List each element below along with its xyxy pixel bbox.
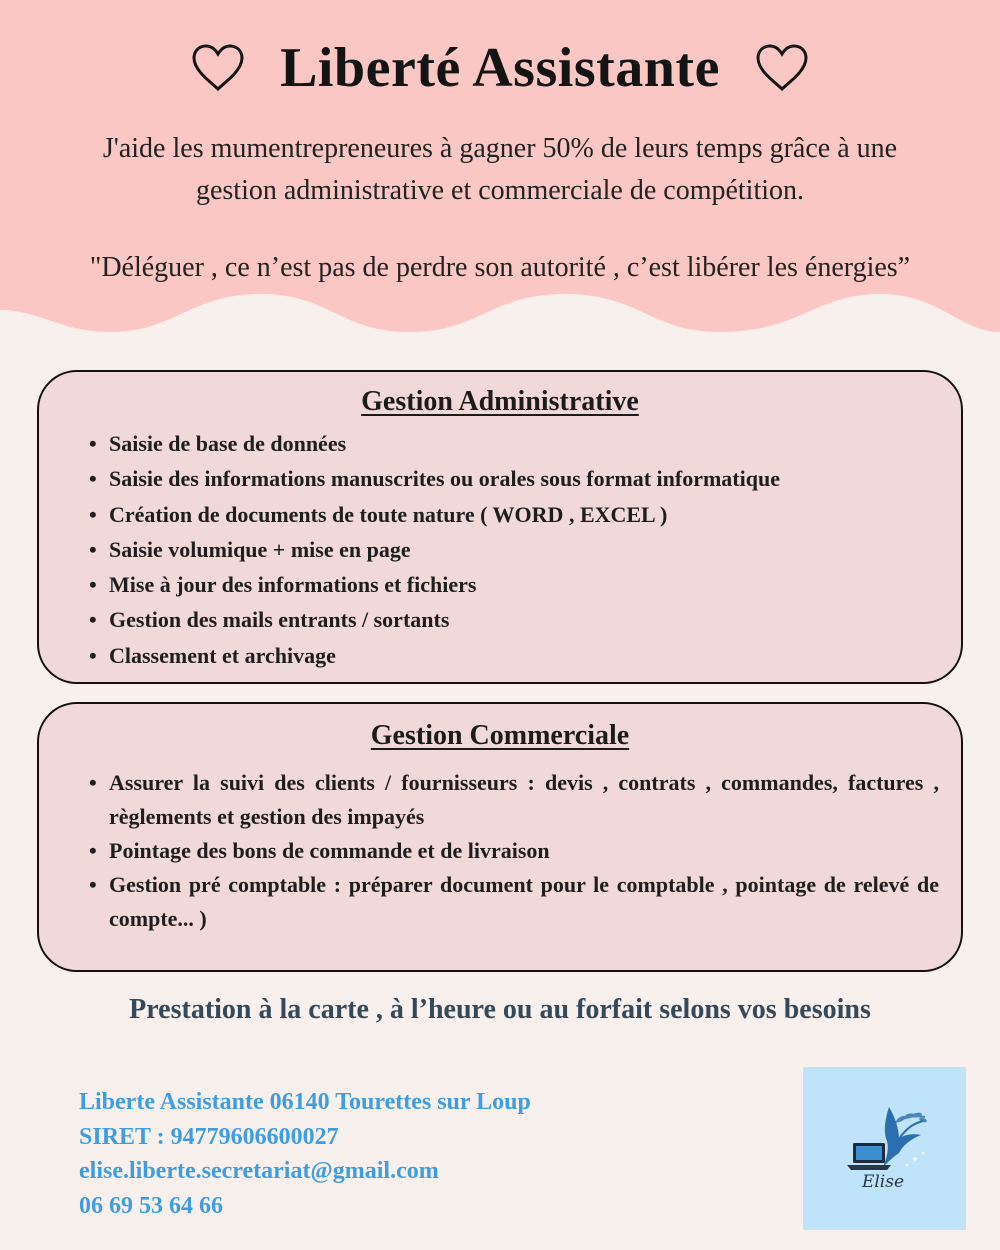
- tagline: [30, 128, 970, 212]
- commercial-services-list: [39, 766, 961, 936]
- prestation-note: Prestation à la carte , à l’heure ou au forfait selons vos besoins: [129, 994, 871, 1025]
- contact-phone[interactable]: 06 69 53 64 66: [79, 1192, 223, 1219]
- contact-siret: SIRET : 94779606600027: [79, 1123, 339, 1150]
- list-item: • Assurer la suivi des clients / fournisseurs : devis , contrats , commandes, factures , règlements et gestion des impayés: [109, 766, 939, 834]
- tagline-line: J'aide les mumentrepreneures à gagner 50% de leurs temps grâce à une: [102, 133, 898, 164]
- list-item: • Gestion pré comptable : préparer document pour le comptable , pointage de relevé de compte... ): [109, 868, 939, 936]
- list-item: • Saisie de base de données: [109, 426, 939, 461]
- page-title: Liberté Assistante: [280, 37, 720, 99]
- contact-block: [79, 1085, 531, 1223]
- heart-outline-icon: [754, 43, 810, 93]
- list-item: • Mise à jour des informations et fichiers: [109, 567, 939, 602]
- admin-services-card: [37, 370, 963, 684]
- title-row: [0, 36, 1000, 100]
- heart-outline-icon: [190, 43, 246, 93]
- list-item: • Création de documents de toute nature ( WORD , EXCEL ): [109, 497, 939, 532]
- quote: "Déléguer , ce n’est pas de perdre son autorité , c’est libérer les énergies”: [89, 252, 911, 283]
- list-item: • Pointage des bons de commande et de livraison: [109, 834, 939, 868]
- list-item: • Classement et archivage: [109, 638, 939, 673]
- admin-services-list: [39, 426, 961, 673]
- card-title: Gestion Commerciale: [370, 720, 630, 751]
- commercial-services-card: [37, 702, 963, 972]
- list-item: • Saisie des informations manuscrites ou orales sous format informatique: [109, 461, 939, 496]
- tagline-line: gestion administrative et commerciale de compétition.: [195, 175, 805, 206]
- list-item: • Gestion des mails entrants / sortants: [109, 602, 939, 637]
- contact-address: Liberte Assistante 06140 Tourettes sur Loup: [79, 1089, 531, 1115]
- logo-text: Elise: [861, 1172, 905, 1192]
- list-item: • Saisie volumique + mise en page: [109, 532, 939, 567]
- logo: [803, 1067, 966, 1230]
- contact-email[interactable]: elise.liberte.secretariat@gmail.com: [79, 1158, 439, 1184]
- card-title: Gestion Administrative: [361, 386, 639, 417]
- bird-laptop-logo-icon: [803, 1067, 966, 1230]
